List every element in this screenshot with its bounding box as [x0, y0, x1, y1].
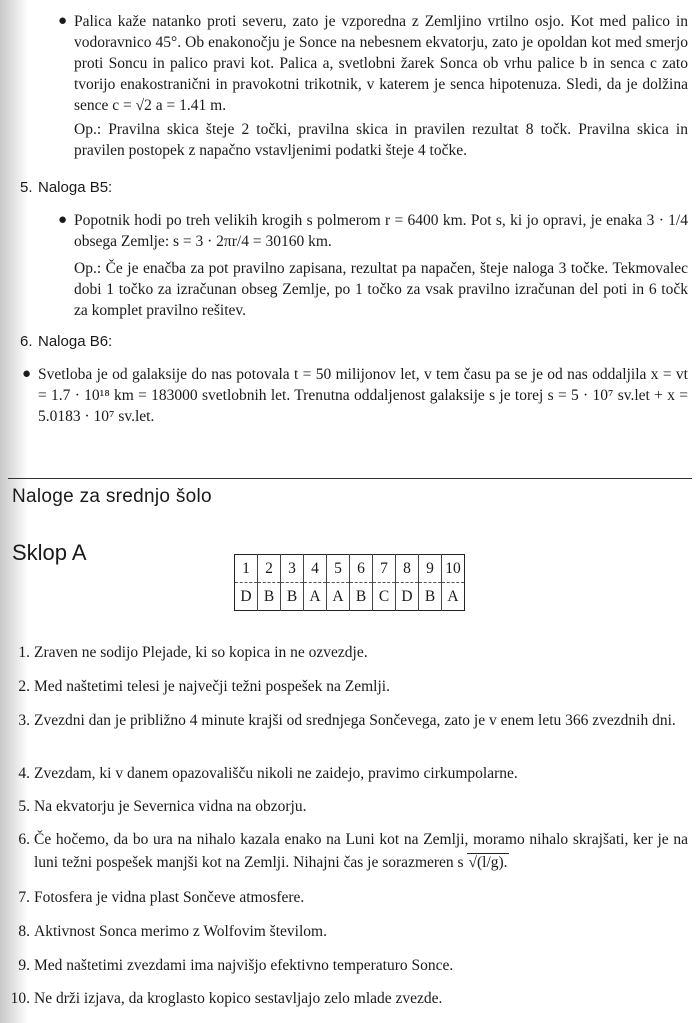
answer-table-answer: B	[350, 583, 373, 611]
bullet-icon: ●	[58, 212, 68, 228]
answer-table-answer: C	[373, 583, 396, 611]
item-number: 6.	[18, 831, 30, 848]
item-text-6	[34, 828, 688, 874]
b6-label: Naloga B6:	[38, 333, 113, 350]
answer-table-number: 1	[235, 555, 258, 583]
item-number: 4.	[18, 765, 30, 782]
b4-scoring-note: Op.: Pravilna skica šteje 2 točki, pravilna skica in pravilen rezultat 8 točk. Pravilna skica in pravilen postopek z napačno vstavljenimi podatki šteje 4 točke.	[74, 121, 688, 159]
answer-table-answer: A	[327, 583, 350, 611]
b5-label: Naloga B5:	[38, 179, 113, 196]
bullet-icon: ●	[22, 366, 32, 382]
answer-table-number: 9	[419, 555, 442, 583]
pendulum-formula: √(l/g).	[468, 854, 508, 871]
b5-number: 5.	[20, 179, 33, 196]
item-number: 3.	[18, 712, 30, 729]
answer-table-answer: B	[419, 583, 442, 611]
answer-table-number: 4	[304, 555, 327, 583]
b6-solution-text: Svetloba je od galaksije do nas potovala t = 50 milijonov let, v tem času pa se je od nas oddaljila x = vt = 1.7 · 10¹⁸ km = 183000 svetlobnih let. Trenutna oddaljenost galaksije s je torej s = 5 · 10⁷ sv.let + x = 5.0183 · 10⁷ sv.let.	[38, 366, 688, 425]
answer-table-answer: A	[442, 583, 465, 611]
answer-table-answer: D	[396, 583, 419, 611]
section-title: Naloge za srednjo šolo	[12, 486, 212, 507]
sklop-title: Sklop A	[12, 540, 87, 565]
item-text: Na ekvatorju je Severnica vidna na obzorju.	[34, 798, 307, 815]
item-number: 8.	[18, 923, 30, 940]
answer-table-number: 6	[350, 555, 373, 583]
answer-table-answer: B	[281, 583, 304, 611]
item-number: 2.	[18, 678, 30, 695]
answer-table-number: 2	[258, 555, 281, 583]
item-text: Zraven ne sodijo Plejade, ki so kopica in ne ozvezdje.	[34, 644, 368, 661]
item-number: 10.	[10, 990, 30, 1007]
b5-solution-text: Popotnik hodi po treh velikih krogih s polmerom r = 6400 km. Pot s, ki jo opravi, je enaka 3 · 1/4 obsega Zemlje: s = 3 · 2πr/4 = 30160 km.	[74, 212, 688, 250]
answer-table-number: 8	[396, 555, 419, 583]
answer-table-number: 5	[327, 555, 350, 583]
b4-solution-text: Palica kaže natanko proti severu, zato je vzporedna z Zemljino vrtilno osjo. Kot med palico in vodoravnico 45°. Ob enakonočju je Sonce na nebesnem ekvatorju, zato je opoldan kot med smerjo proti Soncu in palico pravi kot. Palica a, svetlobni žarek Sonca ob vrhu palice b in senca c zato tvorijo enakostranični in pravokotni trikotnik, v katerem je senca hipotenuza. Sledi, da je dolžina sence c = √2 a = 1.41 m.	[74, 13, 688, 114]
answer-table-number: 10	[442, 555, 465, 583]
answer-table-numbers-row	[235, 555, 465, 583]
item-number: 9.	[18, 957, 30, 974]
bullet-icon: ●	[58, 13, 68, 29]
item-text: Med naštetimi zvezdami ima najvišjo efektivno temperaturo Sonce.	[34, 957, 454, 974]
item-text: Fotosfera je vidna plast Sončeve atmosfere.	[34, 889, 305, 906]
answer-table-number: 3	[281, 555, 304, 583]
item-number: 1.	[18, 644, 30, 661]
item-text: Zvezdam, ki v danem opazovališču nikoli ne zaidejo, pravimo cirkumpolarne.	[34, 765, 518, 782]
answer-table-answer: D	[240, 587, 252, 605]
answer-table-answer: A	[304, 583, 327, 611]
item-text-main: Če hočemo, da bo ura na nihalo kazala enako na Luni kot na Zemlji, moramo nihalo skrajšati, ker je na luni težni pospešek manjši kot na Zemlji. Nihajni čas je sorazmeren s	[34, 831, 688, 871]
item-text: Zvezdni dan je približno 4 minute krajši od srednjega Sončevega, zato je v enem letu 366 zvezdnih dni.	[34, 712, 676, 729]
answer-table-number: 7	[373, 555, 396, 583]
b5-scoring-note: Op.: Če je enačba za pot pravilno zapisana, rezultat pa napačen, šteje naloga 3 točke. Tekmovalec dobi 1 točko za izračunan obseg Zemlje, po 1 točko za vsak pravilno izračunan del poti in 6 točk za komplet pravilno rešitev.	[74, 260, 688, 319]
section-divider	[8, 478, 692, 479]
answer-table-answer: B	[258, 583, 281, 611]
answer-table	[234, 554, 465, 611]
item-text: Aktivnost Sonca merimo z Wolfovim številom.	[34, 923, 327, 940]
item-text: Ne drži izjava, da kroglasto kopico sestavljajo zelo mlade zvezde.	[34, 990, 443, 1007]
answer-table-answers-row	[235, 583, 465, 611]
item-text: Med naštetimi telesi je največji težni pospešek na Zemlji.	[34, 678, 390, 695]
b6-number: 6.	[20, 333, 33, 350]
item-number: 5.	[18, 798, 30, 815]
item-number: 7.	[18, 889, 30, 906]
